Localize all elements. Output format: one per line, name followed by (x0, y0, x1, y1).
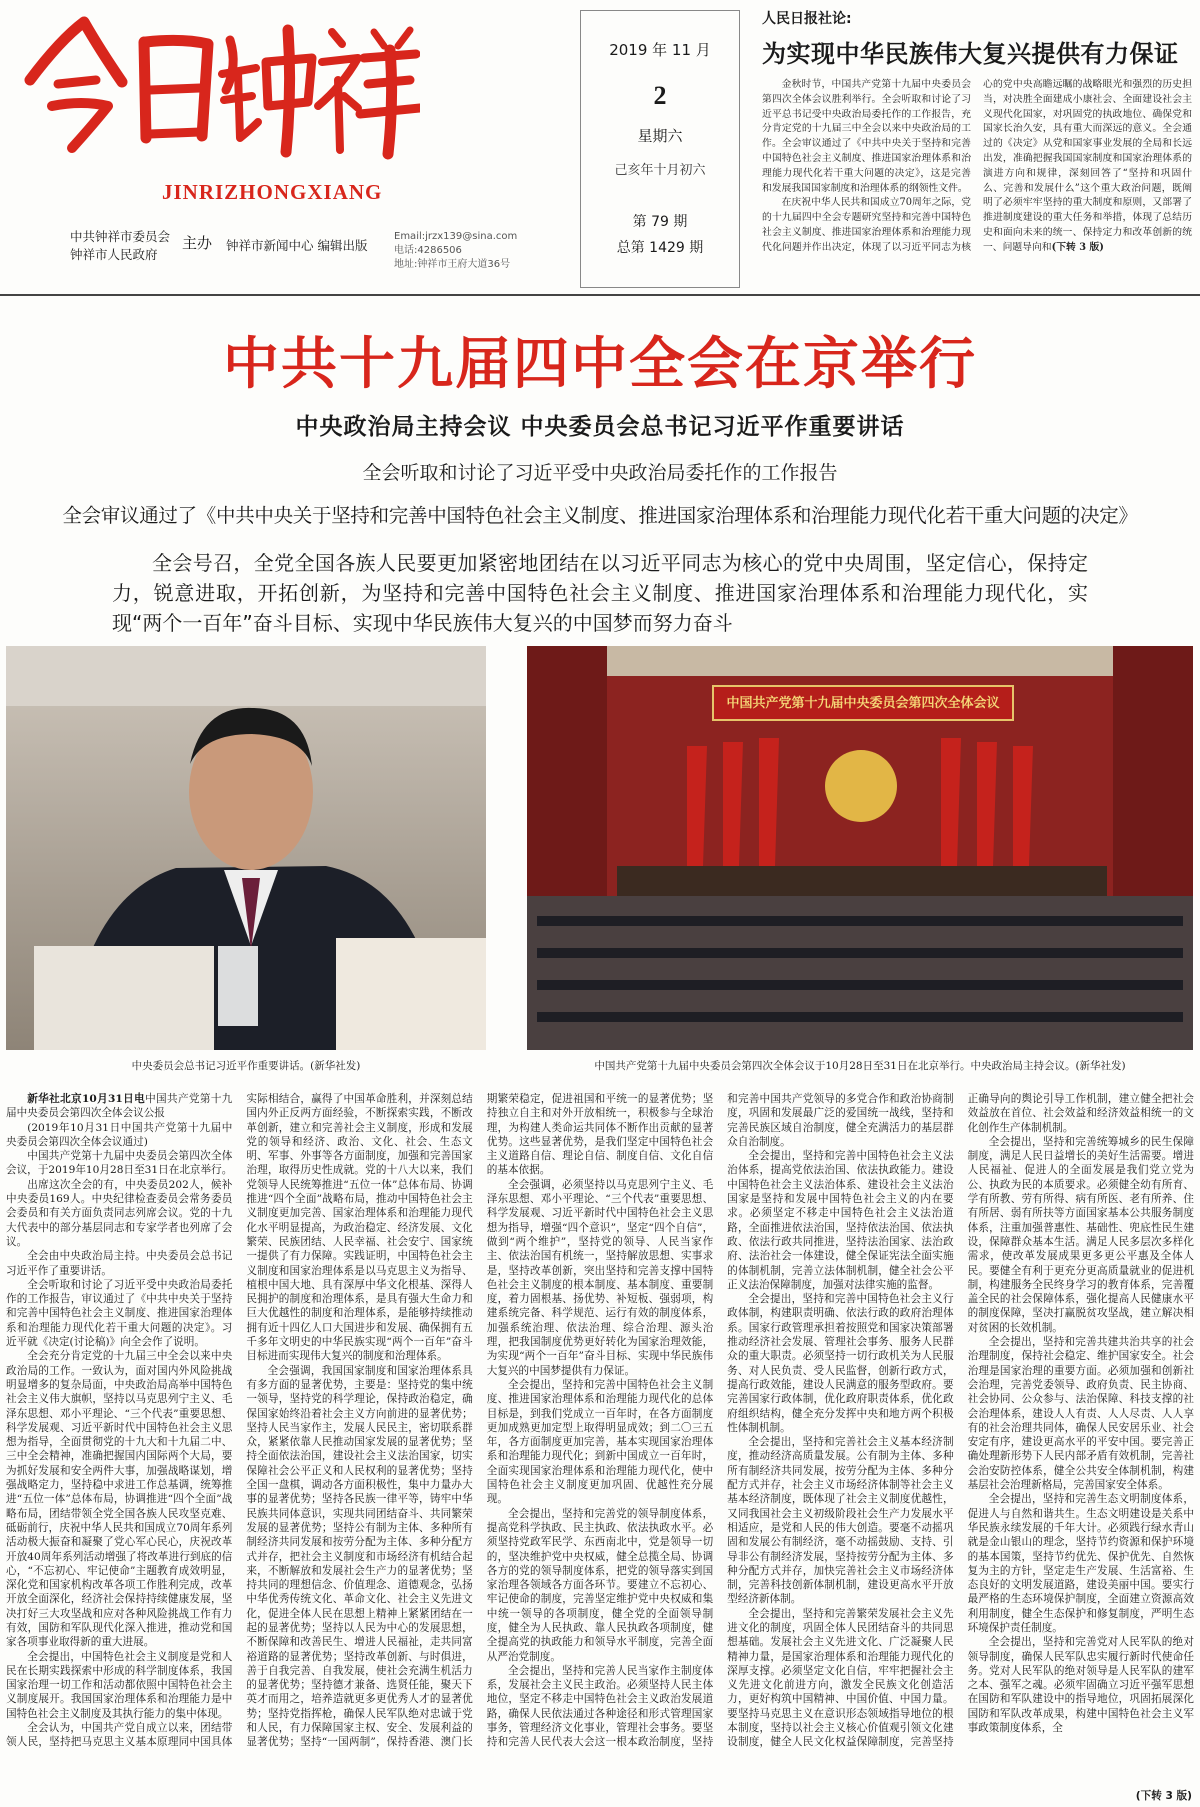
article-paragraph: 全会强调，我国国家制度和国家治理体系具有多方面的显著优势，主要是：坚持党的集中统一领导，坚持党的科学理论，保持政治稳定，确保国家始终沿着社会主义方向前进的显著优势；坚持人民当家作主，发展人民民主，密切联系群众，紧紧依靠人民推动国家发展的显著优势；坚持全面依法治国，建设社会主义法治国家，切实保障社会公平正义和人民权利的显著优势；坚持全国一盘棋，调动各方面积极性，集中力量办大事的显著优势；坚持各民族一律平等，铸牢中华民族共同体意识，实现共同团结奋斗、共同繁荣发展的显著优势；坚持公有制为主体、多种所有制经济共同发展和按劳分配为主体、多种分配方式并存，把社会主义制度和市场经济有机结合起来，不断解放和发展社会生产力的显著优势；坚持共同的理想信念、价值理念、道德观念，弘扬中华优秀传统文化、革命文化、社会主义先进文化，促进全体人民在思想上精神上紧紧团结在一起的显著优势；坚持以人民为中心的发展思想，不断保障和改善民生、增进人民福祉，走共同富裕道路的显著优势；坚持改革创新、与时俱进，善于自我完善、自我发展，使社会充满生机活力的显著优势；坚持德才兼备、选贤任能，聚天下英才而用之，培养造就更多更优秀人才的显著优势；坚持党指挥枪，确保人民军队绝对忠诚于党和人民，有力保障国家主权、安全、发展利益的显著优势；坚持“一国两制”，保持香港、澳门长期繁荣稳定，促进祖国和平统一的显著优势；坚持独立自主和对外开放相统一，积极参与全球治理，为构建人类命运共同体不断作出贡献的显著优势。这些显著优势，是我们坚定中国特色社会主义道路自信、理论自信、制度自信、文化自信的基本依据。 (246, 1093, 714, 1749)
article-paragraph: 全会由中央政治局主持。中央委员会总书记习近平作了重要讲话。 (6, 1250, 233, 1277)
article-body (6, 1092, 1194, 1802)
article-paragraph: 全会提出，坚持和完善繁荣发展社会主义先进文化的制度，巩固全体人民团结奋斗的共同思想基础。发展社会主义先进文化、广泛凝聚人民精神力量，是国家治理体系和治理能力现代化的深厚支撑。必须坚定文化自信，牢牢把握社会主义先进文化前进方向，激发全民族文化创造活力，更好构筑中国精神、中国价值、中国力量。要坚持马克思主义在意识形态领域指导地位的根本制度，坚持以社会主义核心价值观引领文化建设制度，健全人民文化权益保障制度，完善坚持正确导向的舆论引导工作机制，建立健全把社会效益放在首位、社会效益和经济效益相统一的文化创作生产体制机制。 (727, 1093, 1194, 1749)
article-paragraph: (2019年10月31日中国共产党第十九届中央委员会第四次全体会议通过) (6, 1121, 233, 1148)
article-paragraph (6, 1092, 232, 1121)
issue-total: 总第 1429 期 (616, 240, 704, 256)
contact-phone: 电话:4286506 (394, 245, 462, 256)
article-paragraph: 全会提出，坚持和完善中国特色社会主义制度、推进国家治理体系和治理能力现代化的总体目标是，到我们党成立一百年时，在各方面制度更加成熟更加定型上取得明显成效；到二〇三五年，各方面制度更加完善，基本实现国家治理体系和治理能力现代化；到新中国成立一百年时，全面实现国家治理体系和治理能力现代化，使中国特色社会主义制度更加巩固、优越性充分展现。 (486, 1378, 714, 1506)
masthead (0, 0, 1200, 286)
publisher-news-center: 钟祥市新闻中心 编辑出版 (226, 238, 368, 253)
date-weekday: 星期六 (637, 127, 683, 145)
publisher-host-label: 主办 (182, 234, 213, 252)
editorial-body (762, 78, 1192, 288)
article-paragraph: 全会听取和讨论了习近平受中央政治局委托作的工作报告，审议通过了《中共中央关于坚持和完善中国特色社会主义制度、推进国家治理体系和治理能力现代化若干重大问题的决定》。习近平就《决定(讨论稿)》向全会作了说明。 (6, 1278, 233, 1349)
date-year-month: 2019 年 11 月 (609, 41, 711, 59)
editorial-continued[interactable]: (下转 3 版) (1051, 241, 1104, 253)
publisher-info (70, 228, 400, 268)
photo-plenary-session[interactable] (527, 646, 1193, 1050)
date-lunar: 己亥年十月初六 (614, 163, 706, 178)
subheadline-4: 全会号召，全党全国各族人民要更加紧密地团结在以习近平同志为核心的党中央周围，坚定信心，保持定力，锐意进取，开拓创新，为坚持和完善中国特色社会主义制度、推进国家治理体系和治理能力现代化，实现“两个一百年”奋斗目标、实现中华民族伟大复兴的中国梦而努力奋斗 (112, 551, 1088, 635)
masthead-divider (0, 294, 1200, 296)
article-paragraph: 全会提出，坚持和完善中国特色社会主义法治体系，提高党依法治国、依法执政能力。建设中国特色社会主义法治体系、建设社会主义法治国家是坚持和发展中国特色社会主义的内在要求。必须坚定不移走中国特色社会主义法治道路，全面推进依法治国，坚持依法治国、依法执政、依法行政共同推进，坚持法治国家、法治政府、法治社会一体建设，健全保证宪法全面实施的体制机制，完善立法体制机制，健全社会公平正义法治保障制度，加强对法律实施的监督。 (727, 1150, 954, 1291)
article-paragraph: 全会认为，中国共产党自成立以来，团结带领人民，坚持把马克思主义基本原理同中国具体实际相结合，赢得了中国革命胜利，并深刻总结国内外正反两方面经验，不断探索实践，不断改革创新，建立和完善社会主义制度，形成和发展党的领导和经济、政治、文化、社会、生态文明、军事、外事等各方面制度，加强和完善国家治理，取得历史性成就。党的十八大以来，我们党领导人民统筹推进“五位一体”总体布局、协调推进“四个全面”战略布局，推动中国特色社会主义制度更加完善、国家治理体系和治理能力现代化水平明显提高，为政治稳定、经济发展、文化繁荣、民族团结、人民幸福、社会安宁、国家统一提供了有力保障。实践证明，中国特色社会主义制度和国家治理体系是以马克思主义为指导、植根中国大地、具有深厚中华文化根基、深得人民拥护的制度和治理体系，是具有强大生命力和巨大优越性的制度和治理体系，是能够持续推动拥有近十四亿人口大国进步和发展、确保拥有五千多年文明史的中华民族实现“两个一百年”奋斗目标进而实现伟大复兴的制度和治理体系。 (6, 1093, 473, 1749)
publisher-committee: 中共钟祥市委员会 (70, 229, 171, 244)
date-day: 2 (653, 81, 667, 110)
article-dateline: 新华社北京10月31日电 (27, 1093, 146, 1105)
photo-caption-speaker: 中央委员会总书记习近平作重要讲话。(新华社发) (131, 1060, 361, 1072)
photo-speaker[interactable] (6, 646, 486, 1050)
subheadline-1: 中央政治局主持会议 中央委员会总书记习近平作重要讲话 (295, 413, 905, 440)
article-paragraph: 全会提出，坚持和完善人民当家作主制度体系，发展社会主义民主政治。必须坚持人民主体地位，坚定不移走中国特色社会主义政治发展道路，确保人民依法通过各种途径和形式管理国家事务，管理经济文化事业，管理社会事务。要坚持和完善人民代表大会这一根本政治制度，坚持和完善中国共产党领导的多党合作和政治协商制度，巩固和发展最广泛的爱国统一战线，坚持和完善民族区域自治制度，健全充满活力的基层群众自治制度。 (486, 1093, 954, 1749)
contact-email[interactable]: Email:jrzx139@sina.com (394, 231, 518, 242)
editorial-paragraph-text: 在庆祝中华人民共和国成立70周年之际，党的十九届四中全会专题研究坚持和完善中国特色社会主义制度、推进国家治理体系和治理能力现代化问题并作出决定，体现了以习近平同志为核心的党中央高瞻远瞩的战略眼光和强烈的历史担当，对决胜全面建成小康社会、全面建设社会主义现代化国家，对巩固党的执政地位、确保党和国家长治久安，具有重大而深远的意义。全会通过的《决定》从党和国家事业发展的全局和长远出发，准确把握我国国家制度和国家治理体系的演进方向和规律，深刻回答了“坚持和巩固什么、完善和发展什么”这个重大政治问题，既阐明了必须牢牢坚持的重大制度和原则，又部署了推进制度建设的重大任务和举措，体现了总结历史和面向未来的统一、保持定力和改革创新的统一、问题导向和 (762, 79, 1192, 253)
subheadline-3: 全会审议通过了《中共中央关于坚持和完善中国特色社会主义制度、推进国家治理体系和治理能力现代化若干重大问题的决定》 (62, 504, 1138, 527)
article-paragraph: 全会提出，坚持和完善统筹城乡的民生保障制度，满足人民日益增长的美好生活需要。增进人民福祉、促进人的全面发展是我们党立党为公、执政为民的本质要求。必须健全幼有所育、学有所教、劳有所得、病有所医、老有所养、住有所居、弱有所扶等方面国家基本公共服务制度体系，注重加强普惠性、基础性、兜底性民生建设，保障群众基本生活。满足人民多层次多样化需求，使改革发展成果更多更公平惠及全体人民。要健全有利于更充分更高质量就业的促进机制，构建服务全民终身学习的教育体系，完善覆盖全民的社会保障体系，强化提高人民健康水平的制度保障，坚决打赢脱贫攻坚战，建立解决相对贫困的长效机制。 (967, 1135, 1194, 1334)
article-paragraph: 全会提出，坚持和完善生态文明制度体系，促进人与自然和谐共生。生态文明建设是关系中华民族永续发展的千年大计。必须践行绿水青山就是金山银山的理念，坚持节约资源和保护环境的基本国策，坚持节约优先、保护优先、自然恢复为主的方针，坚定走生产发展、生活富裕、生态良好的文明发展道路，建设美丽中国。要实行最严格的生态环境保护制度，全面建立资源高效利用制度，健全生态保护和修复制度，严明生态环境保护责任制度。 (967, 1493, 1194, 1634)
article-continued[interactable]: (下转 3 版) (1132, 1788, 1192, 1803)
editorial-kicker: 人民日报社论: (762, 11, 852, 27)
editorial-box (752, 0, 1192, 292)
article-paragraph: 全会提出，中国特色社会主义制度是党和人民在长期实践探索中形成的科学制度体系，我国国家治理一切工作和活动都依照中国特色社会主义制度展开。我国国家治理体系和治理能力是中国特色社会主义制度及其执行能力的集中体现。 (6, 1650, 233, 1720)
logo-pinyin: JINRIZHONGXIANG (162, 180, 383, 204)
editorial-title[interactable]: 为实现中华民族伟大复兴提供有力保证 (762, 40, 1179, 68)
article-paragraph: 出席这次全会的有，中央委员202人，候补中央委员169人。中央纪律检查委员会常务委员会委员和有关方面负责同志列席会议。党的十九大代表中的部分基层同志和专家学者也列席了会议。 (6, 1178, 233, 1248)
article-paragraph: 全会提出，坚持和完善中国特色社会主义行政体制，构建职责明确、依法行政的政府治理体系。国家行政管理承担着按照党和国家决策部署推动经济社会发展、管理社会事务、服务人民群众的重大职责。必须坚持一切行政机关为人民服务、对人民负责、受人民监督，创新行政方式，提高行政效能，建设人民满意的服务型政府。要完善国家行政体制，优化政府职责体系，优化政府组织结构，健全充分发挥中央和地方两个积极性体制机制。 (727, 1293, 954, 1434)
article-paragraph: 全会提出，坚持和完善党的领导制度体系，提高党科学执政、民主执政、依法执政水平。必须坚持党政军民学、东西南北中，党是领导一切的，坚决维护党中央权威，健全总揽全局、协调各方的党的领导制度体系，把党的领导落实到国家治理各领域各方面各环节。要建立不忘初心、牢记使命的制度，完善坚定维护党中央权威和集中统一领导的各项制度，健全党的全面领导制度，健全为人民执政、靠人民执政各项制度，健全提高党的执政能力和领导水平制度，完善全面从严治党制度。 (486, 1507, 714, 1663)
subheadline-2: 全会听取和讨论了习近平受中央政治局委托作的工作报告 (362, 462, 838, 484)
speaker-illustration (6, 646, 486, 1050)
contact-address: 地址:钟祥市王府大道36号 (394, 259, 511, 270)
publisher-government: 钟祥市人民政府 (70, 247, 158, 262)
newspaper-logo[interactable] (12, 10, 420, 160)
article-paragraph: 中国共产党第十九届中央委员会第四次全体会议，于2019年10月28日至31日在北京举行。 (6, 1150, 233, 1177)
article-paragraph-text: 中国共产党第十九届中央委员会第四次全体会议公报 (6, 1093, 233, 1120)
article-paragraph: 全会充分肯定党的十九届三中全会以来中央政治局的工作。一致认为，面对国内外风险挑战明显增多的复杂局面，中央政治局高举中国特色社会主义伟大旗帜，坚持以马克思列宁主义、毛泽东思想、邓小平理论、“三个代表”重要思想、科学发展观、习近平新时代中国特色社会主义思想为指导，全面贯彻党的十九大和十九届二中、三中全会精神，准确把握国内国际两个大局，要为抓好发展和安全两件大事，加强战略谋划，增强战略定力，坚持稳中求进工作总基调，统筹推进“五位一体”总体布局，协调推进“四个全面”战略布局，团结带领全党全国各族人民攻坚克难、砥砺前行，庆祝中华人民共和国成立70周年系列活动极大振奋和凝聚了党心军心民心，庆祝改革开放40周年系列活动增强了将改革进行到底的信心，“不忘初心、牢记使命”主题教育成效明显，深化党和国家机构改革各项工作胜利完成，改革开放全面深化，经济社会保持持续健康发展，坚决打好三大攻坚战和应对各种风险挑战工作有力有效，国防和军队现代化深入推进，推动党和国家各项事业取得新的重大进展。 (6, 1350, 233, 1649)
article-paragraph: 全会提出，坚持和完善社会主义基本经济制度，推动经济高质量发展。公有制为主体、多种所有制经济共同发展，按劳分配为主体、多种分配方式并存，社会主义市场经济体制等社会主义基本经济制度，既体现了社会主义制度优越性，又同我国社会主义初级阶段社会生产力发展水平相适应，是党和人民的伟大创造。要毫不动摇巩固和发展公有制经济，毫不动摇鼓励、支持、引导非公有制经济发展，坚持按劳分配为主体、多种分配方式并存，加快完善社会主义市场经济体制，完善科技创新体制机制，建设更高水平开放型经济新体制。 (727, 1436, 954, 1606)
main-headline[interactable]: 中共十九届四中全会在京举行 (223, 332, 977, 397)
article-paragraph: 全会提出，坚持和完善党对人民军队的绝对领导制度，确保人民军队忠实履行新时代使命任务。党对人民军队的绝对领导是人民军队的建军之本、强军之魂。必须牢固确立习近平强军思想在国防和军队建设中的指导地位，巩固拓展深化国防和军队改革成果，构建中国特色社会主义军事政策制度体系，全 (967, 1636, 1194, 1735)
article-paragraph: 全会强调，必须坚持以马克思列宁主义、毛泽东思想、邓小平理论、“三个代表”重要思想、科学发展观、习近平新时代中国特色社会主义思想为指导，增强“四个意识”，坚定“四个自信”，做到“两个维护”，坚持党的领导、人民当家作主、依法治国有机统一，坚持解放思想、实事求是，坚持改革创新，突出坚持和完善支撑中国特色社会主义制度的根本制度、基本制度、重要制度，着力固根基、扬优势、补短板、强弱项，构建系统完备、科学规范、运行有效的制度体系，加强系统治理、依法治理、综合治理、源头治理，把我国制度优势更好转化为国家治理效能，为实现“两个一百年”奋斗目标、实现中华民族伟大复兴的中国梦提供有力保证。 (486, 1178, 714, 1377)
contact-info (394, 230, 517, 272)
issue-number: 第 79 期 (632, 214, 688, 230)
date-box (580, 10, 740, 288)
logo-calligraphy (12, 10, 420, 160)
photo-caption-plenary: 中国共产党第十九届中央委员会第四次全体会议于10月28日至31日在北京举行。中央政治局主持会议。(新华社发) (594, 1060, 1126, 1072)
editorial-paragraph: 金秋时节，中国共产党第十九届中央委员会第四次全体会议胜利举行。全会听取和讨论了习近平总书记受中央政治局委托作的工作报告，充分肯定党的十九届三中全会以来中央政治局的工作。全会审议通过了《中共中央关于坚持和完善中国特色社会主义制度、推进国家治理体系和治理能力现代化若干重大问题的决定》，这是完善和发展我国国家制度和治理体系的纲领性文件。 (762, 79, 971, 194)
plenary-banner-text: 中国共产党第十九届中央委员会第四次全体会议 (726, 696, 1000, 711)
article-paragraph: 全会提出，坚持和完善共建共治共享的社会治理制度，保持社会稳定、维护国家安全。社会治理是国家治理的重要方面。必须加强和创新社会治理，完善党委领导、政府负责、民主协商、社会协同、公众参与、法治保障、科技支撑的社会治理体系，建设人人有责、人人尽责、人人享有的社会治理共同体，确保人民安居乐业、社会安定有序，建设更高水平的平安中国。要完善正确处理新形势下人民内部矛盾有效机制，完善社会治安防控体系，健全公共安全体制机制，构建基层社会治理新格局，完善国家安全体系。 (967, 1336, 1194, 1492)
